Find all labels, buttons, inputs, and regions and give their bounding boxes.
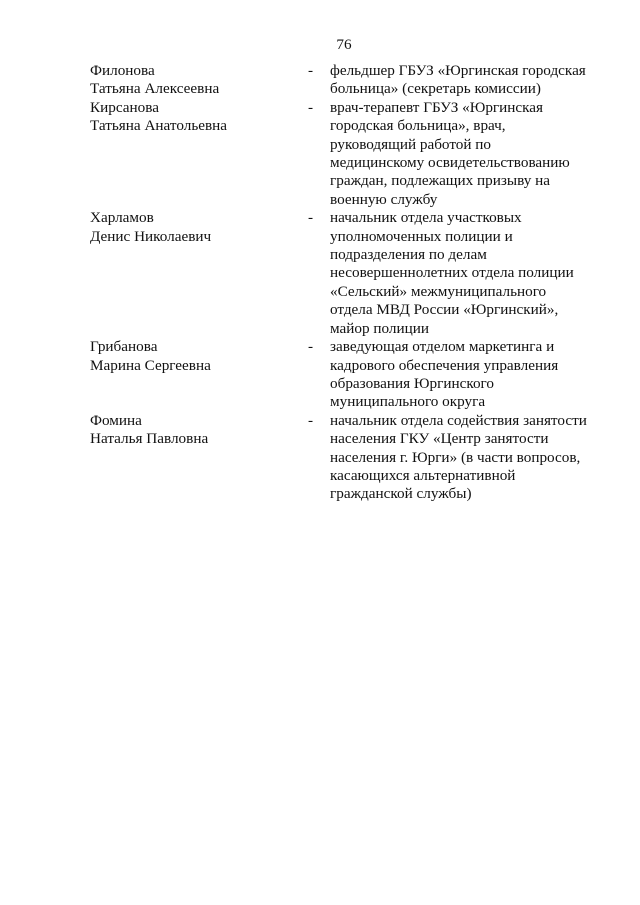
member-role-line: руководящий работой по bbox=[330, 135, 492, 153]
member-role-line: начальник отдела участковых bbox=[330, 209, 522, 227]
member-role-line: фельдшер ГБУЗ «Юргинская городская bbox=[330, 62, 586, 79]
member-role-line: граждан, подлежащих призыву на bbox=[330, 172, 550, 190]
member-entry bbox=[90, 62, 600, 99]
member-given-names: Наталья Павловна bbox=[90, 430, 209, 448]
member-role-line: военную службу bbox=[330, 190, 438, 208]
member-entry bbox=[90, 338, 600, 412]
member-role-line: гражданской службы) bbox=[330, 485, 472, 503]
member-entry bbox=[90, 99, 600, 209]
member-role-line: несовершеннолетних отдела полиции bbox=[330, 264, 574, 282]
member-role-line: муниципального округа bbox=[330, 393, 486, 411]
member-role-line: отдела МВД России «Юргинский», bbox=[330, 301, 559, 319]
member-role-line: уполномоченных полиции и bbox=[330, 227, 513, 245]
member-role-line: начальник отдела содействия занятости bbox=[330, 411, 587, 429]
member-role-line: подразделения по делам bbox=[330, 246, 487, 264]
member-name bbox=[90, 338, 308, 412]
member-list bbox=[90, 62, 600, 504]
member-surname: Фомина bbox=[90, 411, 142, 429]
member-role-line: врач-терапевт ГБУЗ «Юргинская bbox=[330, 98, 544, 116]
member-role-line: больница» (секретарь комиссии) bbox=[330, 80, 541, 98]
member-name bbox=[90, 412, 308, 504]
member-dash: - bbox=[308, 209, 314, 227]
member-name bbox=[90, 62, 308, 99]
member-role-line: образования Юргинского bbox=[330, 374, 494, 392]
member-role bbox=[330, 62, 602, 99]
member-role-line: заведующая отделом маркетинга и bbox=[330, 338, 555, 356]
member-surname: Филонова bbox=[90, 62, 155, 79]
member-dash: - bbox=[308, 411, 314, 429]
member-role bbox=[330, 412, 602, 504]
member-given-names: Татьяна Анатольевна bbox=[90, 117, 228, 135]
member-role-line: городская больница», врач, bbox=[330, 117, 506, 135]
member-role bbox=[330, 99, 602, 209]
member-name bbox=[90, 99, 308, 209]
page-number: 76 bbox=[336, 36, 352, 53]
member-dash: - bbox=[308, 62, 314, 79]
member-role-line: населения г. Юрги» (в части вопросов, bbox=[330, 448, 581, 466]
member-role-line: «Сельский» межмуниципального bbox=[330, 282, 547, 300]
member-given-names: Марина Сергеевна bbox=[90, 356, 211, 374]
member-name bbox=[90, 209, 308, 338]
member-role-line: населения ГКУ «Центр занятости bbox=[330, 430, 549, 448]
member-given-names: Денис Николаевич bbox=[90, 227, 212, 245]
member-role-line: кадрового обеспечения управления bbox=[330, 356, 559, 374]
member-surname: Харламов bbox=[90, 209, 154, 227]
member-entry bbox=[90, 412, 600, 504]
member-role-line: майор полиции bbox=[330, 319, 429, 337]
member-given-names: Татьяна Алексеевна bbox=[90, 80, 220, 98]
member-role-line: медицинскому освидетельствованию bbox=[330, 154, 570, 172]
member-role-line: касающихся альтернативной bbox=[330, 466, 516, 484]
member-dash: - bbox=[308, 338, 314, 356]
member-role bbox=[330, 338, 602, 412]
member-dash: - bbox=[308, 98, 314, 116]
member-surname: Кирсанова bbox=[90, 98, 159, 116]
member-entry bbox=[90, 209, 600, 338]
member-role bbox=[330, 209, 602, 338]
member-surname: Грибанова bbox=[90, 338, 158, 356]
